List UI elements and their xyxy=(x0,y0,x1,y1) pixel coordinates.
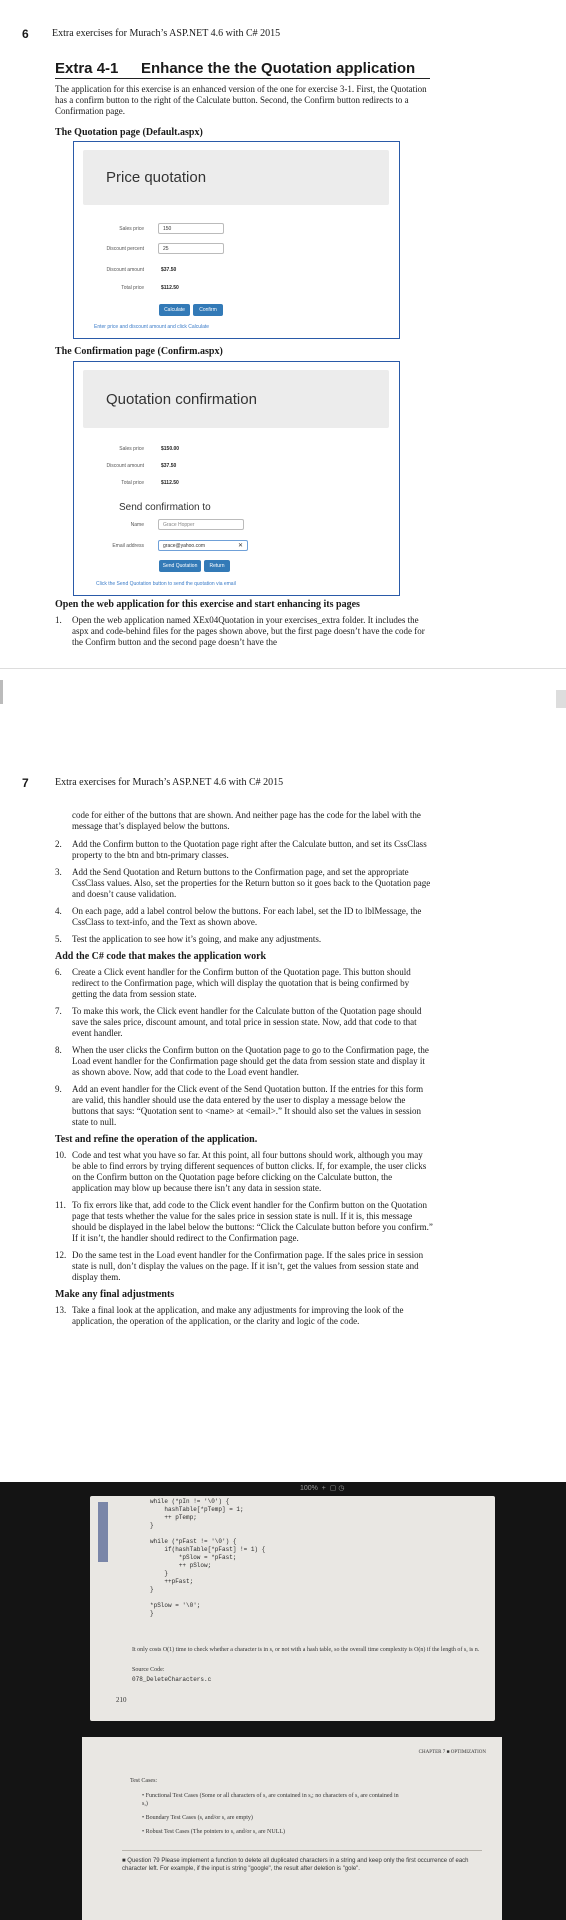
test-case-item xyxy=(142,1814,402,1822)
title-rule xyxy=(55,78,430,79)
total-price-value: $112.50 xyxy=(161,285,179,291)
list-item xyxy=(55,615,430,648)
book-photo xyxy=(0,1482,566,1920)
sales-price-label: Sales price xyxy=(119,226,144,232)
confirmation-message-label: Click the Send Quotation button to send the quotation via email xyxy=(96,581,236,587)
confirm-total-price-value: $112.50 xyxy=(161,480,179,486)
discount-amount-label: Discount amount xyxy=(106,267,144,273)
section-heading-final: Make any final adjustments xyxy=(55,1289,175,1300)
confirmation-page-screenshot xyxy=(73,361,400,596)
confirm-discount-amount-value: $37.50 xyxy=(161,463,177,469)
section-heading-csharp: Add the C# code that makes the application work xyxy=(55,951,267,962)
list-item xyxy=(55,1084,433,1128)
list-number: 13. xyxy=(55,1305,67,1315)
running-header: Extra exercises for Murach’s ASP.NET 4.6 with C# 2015 xyxy=(52,28,281,39)
bullet-icon: • xyxy=(142,1793,146,1799)
photo-lower-page xyxy=(82,1737,502,1920)
page-divider xyxy=(0,668,566,669)
list-number: 4. xyxy=(55,906,62,916)
exercise-title: Enhance the the Quotation application xyxy=(141,60,416,77)
list-number: 12. xyxy=(55,1250,67,1260)
exercise-number: Extra 4-1 xyxy=(55,60,119,77)
test-case-text: Boundary Test Cases (s, and/or s, are empty) xyxy=(145,1815,253,1821)
calculate-button[interactable]: Calculate xyxy=(159,304,190,316)
send-confirmation-heading: Send confirmation to xyxy=(119,502,211,513)
test-case-item xyxy=(142,1792,402,1808)
source-code-label: Source Code: xyxy=(132,1667,165,1673)
test-case-item xyxy=(142,1828,402,1836)
name-input[interactable]: Grace Hopper xyxy=(158,519,244,530)
code-line: } xyxy=(150,1570,169,1577)
viewer-toolbar: 100% + ▢ ◷ xyxy=(300,1485,345,1492)
list-item-text: Do the same test in the Load event handler for the Confirmation page. If the sales price in session state is null, don’t display the values on the page. If it isn’t, get the values from session state and display them. xyxy=(72,1250,424,1282)
confirm-sales-price-value: $150.00 xyxy=(161,446,180,452)
test-case-text: Robust Test Cases (The pointers to s, and/or s, are NULL) xyxy=(145,1829,286,1835)
list-item-text: Open the web application named XEx04Quotation in your exercises_extra folder. It includes the aspx and code-behind files for the pages shown above, but the first page doesn’t have the code for the Confirm button and the second page doesn’t have the xyxy=(72,615,425,647)
confirm-total-price-label: Total price xyxy=(121,480,144,486)
quotation-confirmation-title: Quotation confirmation xyxy=(106,391,257,408)
code-line xyxy=(150,1530,265,1538)
return-button[interactable]: Return xyxy=(204,560,230,572)
code-line: } xyxy=(150,1522,154,1529)
list-item xyxy=(55,839,433,861)
list-number: 10. xyxy=(55,1150,67,1160)
list-item xyxy=(55,1150,433,1194)
email-label: Email address xyxy=(112,543,144,549)
list-item-text: Add an event handler for the Click event of the Send Quotation button. If the entries for this form are valid, this handler should use the data entered by the user to display a message below the buttons that says: “Quotation sent to <name> at <email>.” It should also set the values in session state to null. xyxy=(72,1084,424,1127)
list-item-text: When the user clicks the Confirm button on the Quotation page to go to the Confirmation page, the Load event handler for the Confirmation page should get the data from session state and display it as shown above. Now, add that code to the Load event handler. xyxy=(72,1045,429,1077)
code-listing xyxy=(150,1498,265,1618)
name-label: Name xyxy=(130,522,144,528)
discount-percent-label: Discount percent xyxy=(106,246,144,252)
discount-amount-value: $37.50 xyxy=(161,267,177,273)
list-item xyxy=(55,1006,433,1039)
list-item xyxy=(55,1045,433,1078)
quotation-page-heading: The Quotation page (Default.aspx) xyxy=(55,127,203,138)
list-item-text: Add the Confirm button to the Quotation page right after the Calculate button, and set its CssClass property to the btn and btn-primary classes. xyxy=(72,839,427,860)
list-number: 9. xyxy=(55,1084,62,1094)
list-item-text: Create a Click event handler for the Confirm button of the Quotation page. This button should redirect to the Confirmation page, which will display the quotation that is being confirmed by getting the data from session state. xyxy=(72,967,411,999)
email-input[interactable] xyxy=(158,540,248,551)
code-line: *pSlow = '\0'; xyxy=(150,1602,201,1609)
code-line xyxy=(150,1594,265,1602)
code-line: ++pFast; xyxy=(150,1578,194,1585)
code-line: } xyxy=(150,1610,154,1617)
list-item xyxy=(55,967,433,1000)
email-value: grace@yahoo.com xyxy=(163,543,206,549)
confirm-button[interactable]: Confirm xyxy=(193,304,223,316)
chapter-header: CHAPTER 7 ■ OPTIMIZATION xyxy=(418,1750,486,1755)
list-item xyxy=(55,934,433,945)
list-number: 7. xyxy=(55,1006,62,1016)
list-number: 6. xyxy=(55,967,62,977)
list-number: 8. xyxy=(55,1045,62,1055)
list-number: 3. xyxy=(55,867,62,877)
list-item-text: Add the Send Quotation and Return buttons to the Confirmation page, and set the appropriate CssClass values. Also, set the properties for the Return button so it goes back to the Quotation page and doesn’t cause validation. xyxy=(72,867,431,899)
list-number: 5. xyxy=(55,934,62,944)
page-number: 6 xyxy=(22,27,29,41)
code-line: } xyxy=(150,1586,154,1593)
question-79-text: ■ Question 79 Please implement a function to delete all duplicated characters in a string and keep only the first occurrence of each character left. For example, if the input is string "google", the result after deletion is "gole". xyxy=(122,1858,469,1872)
code-line: *pSlow = *pFast; xyxy=(150,1554,237,1561)
price-quotation-title: Price quotation xyxy=(106,169,207,186)
list-item xyxy=(55,867,433,900)
test-cases-label: Test Cases: xyxy=(130,1778,158,1784)
quotation-page-screenshot xyxy=(73,141,400,339)
list-item-text: To make this work, the Click event handler for the Calculate button of the Quotation page should save the sales price, discount amount, and total price in session state. Now, add that code to that event handler. xyxy=(72,1006,422,1038)
code-line: ++ pTemp; xyxy=(150,1514,197,1521)
discount-percent-input[interactable]: 25 xyxy=(158,243,224,254)
list-item xyxy=(55,1200,433,1244)
send-quotation-button[interactable]: Send Quotation xyxy=(159,560,201,572)
test-case-text: Functional Test Cases (Some or all characters of s, are contained in s,; no characters of s, are contained in s,) xyxy=(142,1793,399,1807)
list-item-text: Test the application to see how it’s going, and make any adjustments. xyxy=(72,934,322,944)
open-application-heading: Open the web application for this exercise and start enhancing its pages xyxy=(55,599,360,610)
divider xyxy=(122,1850,482,1851)
quotation-jumbotron xyxy=(83,150,389,205)
confirmation-jumbotron xyxy=(83,370,389,428)
continued-paragraph: code for either of the buttons that are shown. And neither page has the code for the label with the message that’s displayed below the buttons. xyxy=(72,810,421,831)
test-cases-list xyxy=(142,1792,402,1842)
photo-page-number: 210 xyxy=(116,1696,127,1704)
code-line: while (*pIn != '\0') { xyxy=(150,1498,230,1505)
list-item-text: Take a final look at the application, and make any adjustments for improving the look of the application, the operation of the application, or the clarity and logic of the code. xyxy=(72,1305,404,1326)
complexity-text: It only costs O(1) time to check whether a character is in s, or not with a hash table, so the overall time complexity is O(n) if the length of s, is n. xyxy=(132,1647,480,1653)
section-heading-test: Test and refine the operation of the application. xyxy=(55,1134,258,1145)
confirmation-page-heading: The Confirmation page (Confirm.aspx) xyxy=(55,346,223,357)
source-file-name: 078_DeleteCharacters.c xyxy=(132,1676,212,1683)
confirm-sales-price-label: Sales price xyxy=(119,446,144,452)
code-line: while (*pFast != '\0') { xyxy=(150,1538,237,1545)
list-number: 2. xyxy=(55,839,62,849)
page-edge-left xyxy=(0,680,3,704)
bullet-icon: • xyxy=(142,1815,146,1821)
code-line: ++ pSlow; xyxy=(150,1562,212,1569)
bullet-icon: • xyxy=(142,1829,146,1835)
confirm-discount-amount-label: Discount amount xyxy=(106,463,144,469)
total-price-label: Total price xyxy=(121,285,144,291)
list-item xyxy=(55,906,433,928)
quotation-message-label: Enter price and discount amount and click Calculate xyxy=(94,324,210,330)
list-number: 1. xyxy=(55,615,62,625)
list-item-text: On each page, add a label control below the buttons. For each label, set the ID to lblMessage, the CssClass to text-info, and the Text as shown above. xyxy=(72,906,422,927)
page-number: 7 xyxy=(22,776,29,790)
page-edge-right xyxy=(556,690,566,708)
sales-price-input[interactable]: 150 xyxy=(158,223,224,234)
list-number: 11. xyxy=(55,1200,66,1210)
running-header: Extra exercises for Murach’s ASP.NET 4.6 with C# 2015 xyxy=(55,777,284,788)
clear-icon[interactable]: ✕ xyxy=(237,543,243,549)
list-item-text: Code and test what you have so far. At this point, all four buttons should work, although you may be able to find errors by trying different sequences of button clicks. If, for example, the user clicks on the Confirm button on the Quotation page before clicking on the Calculate button, the application may blow up because there isn’t any data in session state. xyxy=(72,1150,427,1193)
side-tab xyxy=(98,1502,108,1562)
list-item xyxy=(55,1250,433,1283)
code-line: hashTable[*pTemp] = 1; xyxy=(150,1506,244,1513)
list-item xyxy=(55,1305,433,1327)
code-line: if(hashTable[*pFast] != 1) { xyxy=(150,1546,266,1553)
intro-paragraph: The application for this exercise is an enhanced version of the one for exercise 3-1. First, the Quotation has a confirm button to the right of the Calculate button. Second, the Confirm button redirects to a Confirmation page. xyxy=(55,84,427,116)
list-item-text: To fix errors like that, add code to the Click event handler for the Confirm button on the Quotation page that tests whether the value for the sales price in session state is null. If it is, this message should be displayed in the label below the buttons: “Click the Calculate button before you confirm.” If it isn’t, the handler should redirect to the Confirmation page. xyxy=(72,1200,433,1243)
photo-upper-page xyxy=(90,1496,495,1721)
